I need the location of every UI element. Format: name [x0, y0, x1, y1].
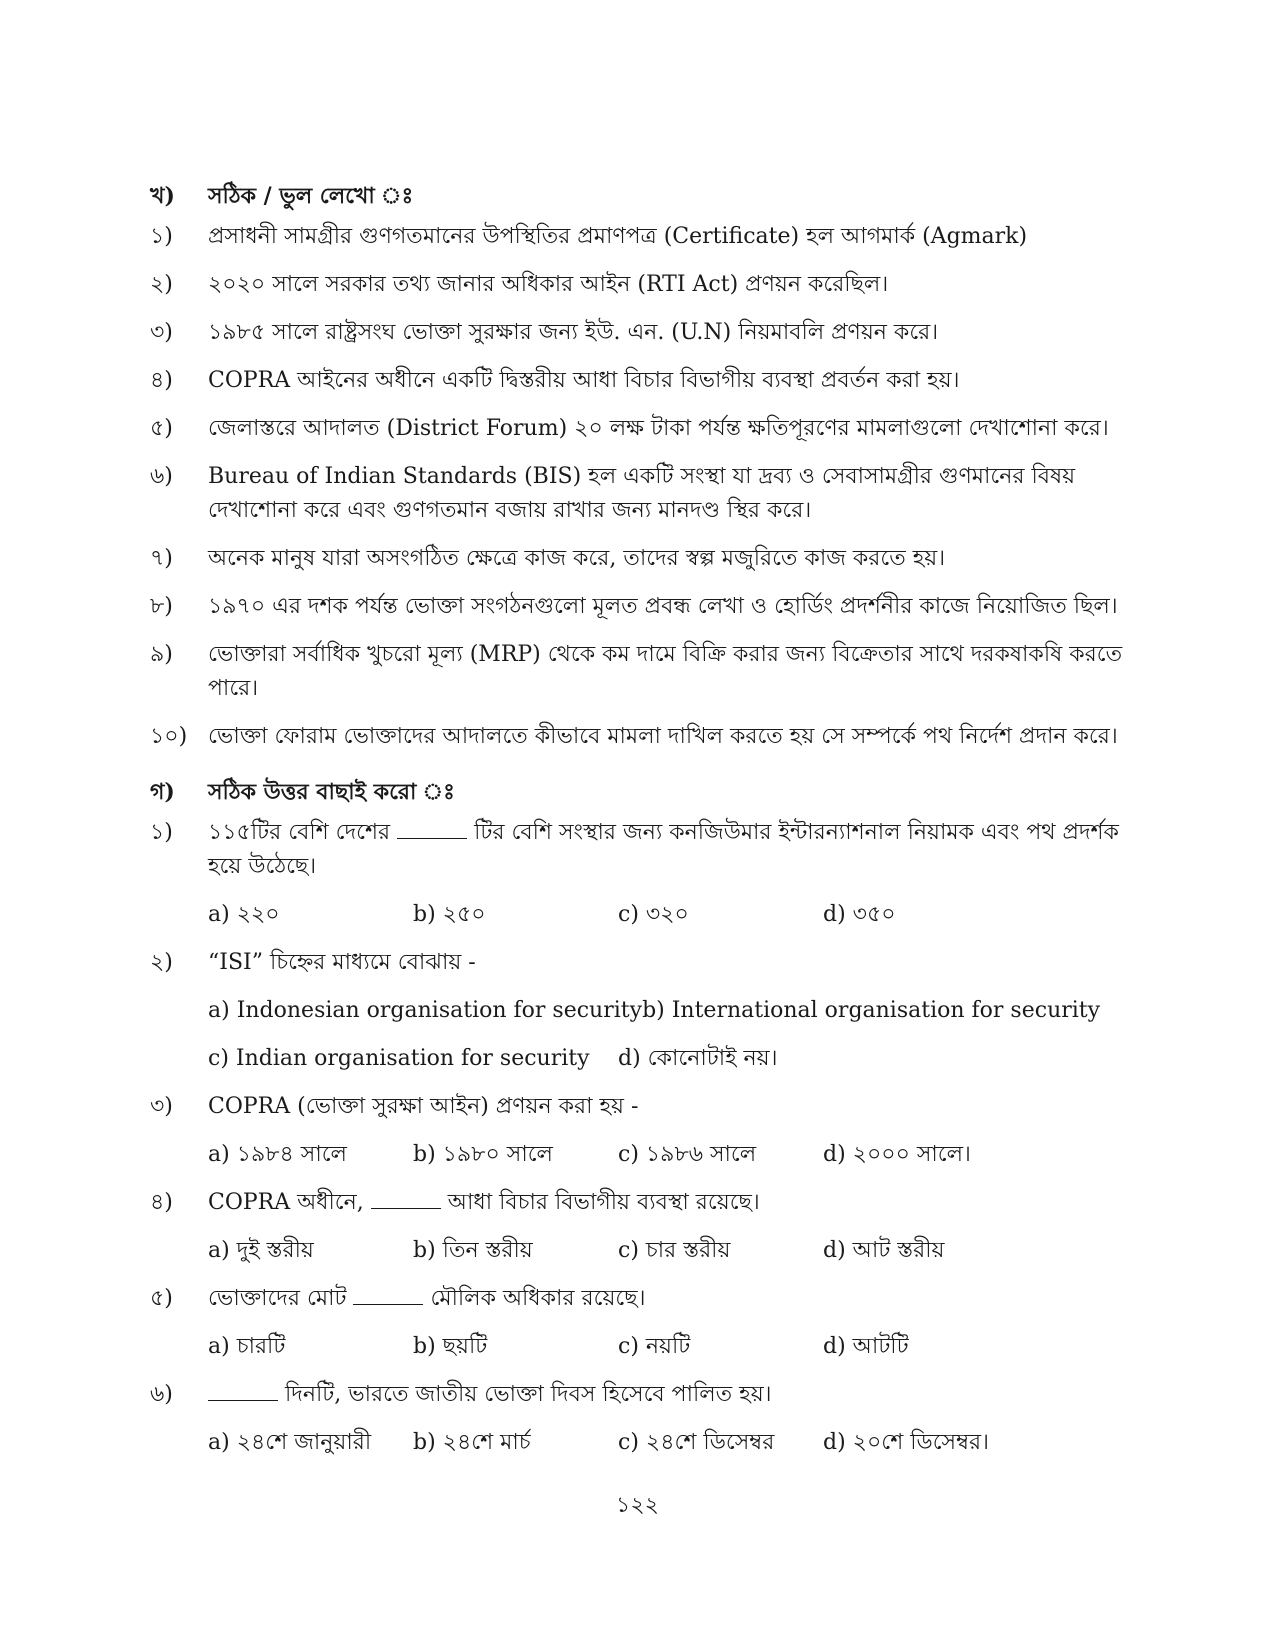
mcq-options	[150, 1042, 1140, 1076]
document-page	[150, 172, 1140, 1474]
option-c: c) Indian organisation for security	[208, 1046, 590, 1071]
mcq-options	[150, 1426, 1140, 1460]
mcq-options	[150, 994, 1140, 1028]
item-text: প্রসাধনী সামগ্রীর গুণগতমানের উপস্থিতির প্রমাণপত্র (Certificate) হল আগমার্ক (Agmark)	[208, 224, 1028, 249]
true-false-item	[150, 460, 1140, 528]
option-a: a) ১৯৮৪ সালে	[208, 1142, 347, 1167]
item-number: ৯)	[150, 642, 173, 667]
page-number: ১২২	[616, 1493, 659, 1518]
section-title: সঠিক / ভুল লেখো ঃ	[208, 183, 414, 209]
option-c: c) ২৪শে ডিসেম্বর	[618, 1430, 775, 1455]
option-a: a) Indonesian organisation for security	[208, 998, 643, 1023]
option-d: d) ২০০০ সালে।	[823, 1142, 971, 1167]
section-number: খ)	[150, 183, 175, 209]
item-text: ১৯৮৫ সালে রাষ্ট্রসংঘ ভোক্তা সুরক্ষার জন্য ইউ. এন. (U.N) নিয়মাবলি প্রণয়ন করে।	[208, 320, 939, 345]
item-number: ৮)	[150, 594, 173, 619]
question-number: ২)	[150, 950, 173, 975]
true-false-item	[150, 590, 1140, 624]
option-a: a) ২২০	[208, 902, 280, 927]
question-number: ৬)	[150, 1382, 173, 1407]
option-c: c) চার স্তরীয়	[618, 1238, 731, 1263]
option-c: c) ১৯৮৬ সালে	[618, 1142, 757, 1167]
section-number: গ)	[150, 779, 175, 805]
option-a: a) দুই স্তরীয়	[208, 1238, 314, 1263]
question-text	[208, 1186, 1140, 1220]
item-number: ৭)	[150, 546, 173, 571]
item-text: ১৯৭০ এর দশক পর্যন্ত ভোক্তা সংগঠনগুলো মূলত প্রবন্ধ লেখা ও হোর্ডিং প্রদর্শনীর কাজে নিয়োজিত ছিল।	[208, 594, 1118, 619]
question-text-after: মৌলিক অধিকার রয়েছে।	[430, 1286, 646, 1311]
option-c: c) ৩২০	[618, 902, 689, 927]
mcq-options	[150, 1138, 1140, 1172]
section-heading-mcq	[150, 768, 1140, 816]
mcq-question	[150, 816, 1140, 884]
mcq-question	[150, 1378, 1140, 1412]
option-c: c) নয়টি	[618, 1334, 691, 1359]
question-number: ৪)	[150, 1190, 173, 1215]
item-number: ৬)	[150, 464, 173, 489]
mcq-options	[150, 1234, 1140, 1268]
true-false-item	[150, 316, 1140, 350]
true-false-item	[150, 268, 1140, 302]
mcq-question	[150, 946, 1140, 980]
true-false-item	[150, 412, 1140, 446]
item-text: ভোক্তারা সর্বাধিক খুচরো মূল্য (MRP) থেকে কম দামে বিক্রি করার জন্য বিক্রেতার সাথে দরকষাকষি করতে পারে।	[208, 642, 1123, 701]
question-text	[208, 816, 1140, 884]
option-b: b) তিন স্তরীয়	[413, 1238, 533, 1263]
mcq-options	[150, 1330, 1140, 1364]
item-text: ভোক্তা ফোরাম ভোক্তাদের আদালতে কীভাবে মামলা দাখিল করতে হয় সে সম্পর্কে পথ নির্দেশ প্রদান করে।	[208, 724, 1118, 749]
option-d: d) কোনোটাই নয়।	[618, 1046, 778, 1071]
question-text-before: COPRA অধীনে,	[208, 1190, 364, 1215]
option-b: b) ছয়টি	[413, 1334, 488, 1359]
item-text: জেলাস্তরে আদালত (District Forum) ২০ লক্ষ টাকা পর্যন্ত ক্ষতিপূরণের মামলাগুলো দেখাশোনা করে।	[208, 416, 1109, 441]
question-text: “ISI” চিহ্নের মাধ্যমে বোঝায় -	[208, 950, 476, 975]
item-text: ২০২০ সালে সরকার তথ্য জানার অধিকার আইন (RTI Act) প্রণয়ন করেছিল।	[208, 272, 889, 297]
fill-blank	[397, 816, 467, 839]
option-b: b) ২৪শে মার্চ	[413, 1430, 531, 1455]
option-a: a) ২৪শে জানুয়ারী	[208, 1430, 372, 1455]
option-d: d) আটটি	[823, 1334, 909, 1359]
fill-blank	[208, 1378, 278, 1401]
question-text-after: আধা বিচার বিভাগীয় ব্যবস্থা রয়েছে।	[447, 1190, 760, 1215]
item-text: Bureau of Indian Standards (BIS) হল একটি সংস্থা যা দ্রব্য ও সেবাসামগ্রীর গুণমানের বিষয় দেখাশোনা করে এবং গুণগতমান বজায় রাখার জন্য মানদণ্ড স্থির করে।	[208, 464, 1076, 523]
option-a: a) চারটি	[208, 1334, 286, 1359]
question-text: COPRA (ভোক্তা সুরক্ষা আইন) প্রণয়ন করা হয় -	[208, 1094, 639, 1119]
item-number: ৪)	[150, 368, 173, 393]
item-number: ৩)	[150, 320, 173, 345]
true-false-item	[150, 542, 1140, 576]
item-number: ১০)	[150, 724, 188, 749]
option-b: b) International organisation for security	[642, 998, 1101, 1023]
item-number: ১)	[150, 224, 173, 249]
question-text-after: দিনটি, ভারতে জাতীয় ভোক্তা দিবস হিসেবে পালিত হয়।	[285, 1382, 772, 1407]
item-text: অনেক মানুষ যারা অসংগঠিত ক্ষেত্রে কাজ করে, তাদের স্বল্প মজুরিতে কাজ করতে হয়।	[208, 546, 946, 571]
option-d: d) ২০শে ডিসেম্বর।	[823, 1430, 989, 1455]
true-false-item	[150, 720, 1140, 754]
question-text-before: ভোক্তাদের মোট	[208, 1286, 347, 1311]
section-heading-true-false	[150, 172, 1140, 220]
mcq-question	[150, 1186, 1140, 1220]
item-number: ৫)	[150, 416, 173, 441]
true-false-item	[150, 364, 1140, 398]
fill-blank	[353, 1282, 423, 1305]
option-b: b) ২৫০	[413, 902, 486, 927]
question-text-after: টির বেশি সংস্থার জন্য কনজিউমার ইন্টারন্যাশনাল নিয়ামক এবং পথ প্রদর্শক হয়ে উঠেছে।	[208, 820, 1119, 879]
option-d: d) ৩৫০	[823, 902, 896, 927]
section-title: সঠিক উত্তর বাছাই করো ঃ	[208, 779, 455, 805]
mcq-question	[150, 1282, 1140, 1316]
item-text: COPRA আইনের অধীনে একটি দ্বিস্তরীয় আধা বিচার বিভাগীয় ব্যবস্থা প্রবর্তন করা হয়।	[208, 368, 960, 393]
mcq-question	[150, 1090, 1140, 1124]
question-text	[208, 1282, 1140, 1316]
true-false-item	[150, 220, 1140, 254]
item-number: ২)	[150, 272, 173, 297]
true-false-item	[150, 638, 1140, 706]
question-number: ৫)	[150, 1286, 173, 1311]
fill-blank	[371, 1186, 441, 1209]
question-number: ৩)	[150, 1094, 173, 1119]
question-number: ১)	[150, 820, 173, 845]
option-d: d) আট স্তরীয়	[823, 1238, 945, 1263]
question-text-before: ১১৫টির বেশি দেশের	[208, 820, 391, 845]
question-text	[208, 1378, 1140, 1412]
option-b: b) ১৯৮০ সালে	[413, 1142, 553, 1167]
mcq-options	[150, 898, 1140, 932]
